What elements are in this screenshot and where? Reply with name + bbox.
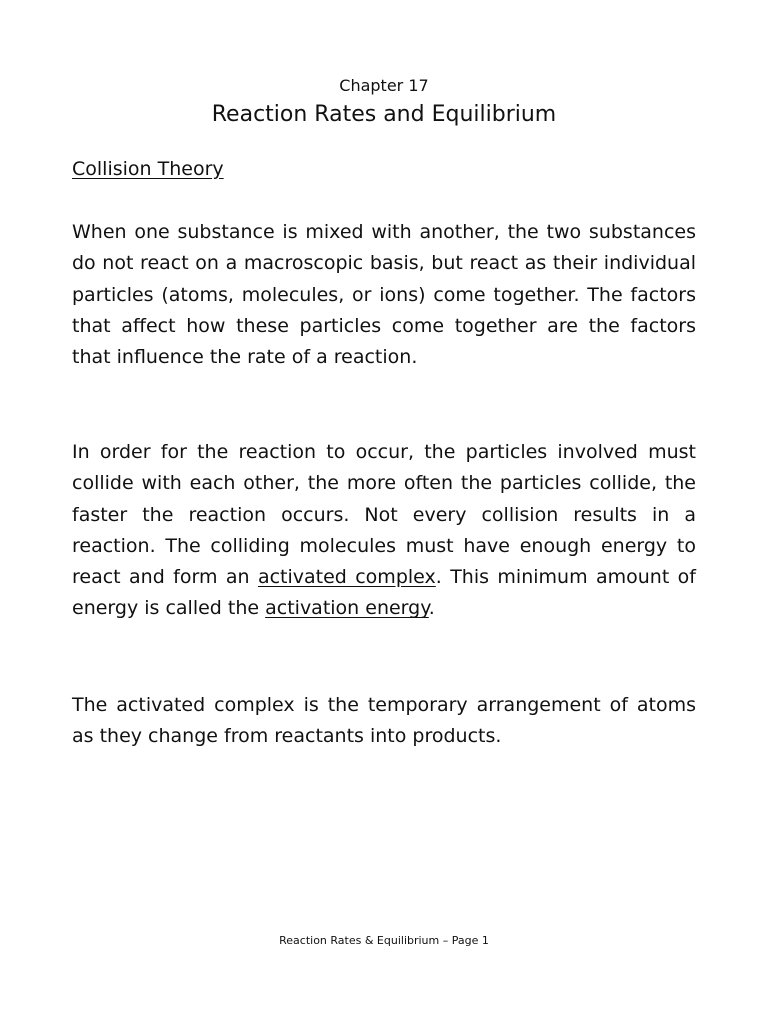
paragraph-text: . [428,597,435,620]
paragraph-collision-intro: When one substance is mixed with another, the two substances do not react on a macroscopic basis, but react as their individual particles (atoms, molecules, or ions) come together. The factors that affect how these particles come together are the factors that influence the rate of a reaction. [72,221,696,369]
term-activated-complex: activated complex [257,566,436,589]
page-title: Reaction Rates and Equilibrium [211,102,557,127]
term-activation-energy: activation energy [265,597,429,620]
page-footer: Reaction Rates & Equilibrium – Page 1 [279,934,489,947]
chapter-label: Chapter 17 [339,76,429,95]
paragraph-activated-complex: The activated complex is the temporary arrangement of atoms as they change from reactants into products. [72,694,696,748]
paragraph-activation-energy [72,437,696,625]
paragraph-text: . This minimum amount of energy is called the [72,566,696,620]
section-heading: Collision Theory [72,158,224,180]
paragraph-text: In order for the reaction to occur, the particles involved must collide with each other, the more often the particles collide, the faster the reaction occurs. Not every collision results in a reaction. The colliding molecules must have enough energy to react and form an [72,441,696,589]
